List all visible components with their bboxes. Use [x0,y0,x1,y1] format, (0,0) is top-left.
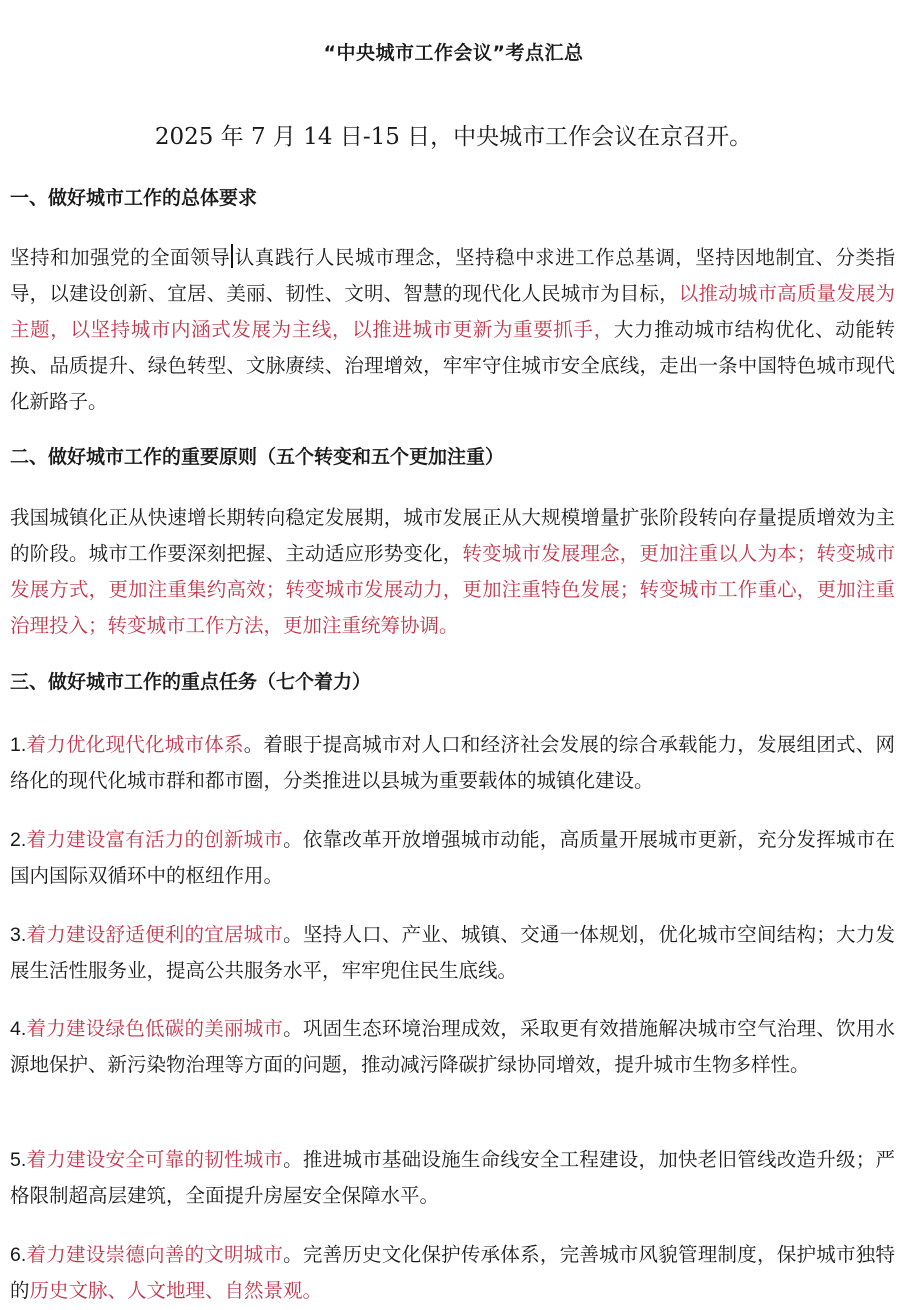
task-text: 。巩固生态环境治理成效，采取更有效措施解决城市空气治理、饮用水源地保护、新污染物治理等方面的问题，推动减污降碳扩绿协同增效，提升城市生物多样性。 [10,1017,895,1076]
section-1-highlight: 以推动城市高质量发展为主题，以坚持城市内涵式发展为主线，以推进城市更新为重要抓手， [10,282,895,341]
task-title: 着力建设富有活力的创新城市 [26,828,284,851]
document-title: “中央城市工作会议”考点汇总 [323,42,584,64]
task-number: 2. [10,829,27,851]
section-2-paragraph [10,500,895,644]
task-item-6 [10,1237,895,1309]
task-title: 着力建设安全可靠的韧性城市 [26,1148,284,1171]
task-item-1 [10,727,895,799]
task-number: 5. [10,1149,27,1171]
section-2-text: 我国城镇化正从快速增长期转向稳定发展期，城市发展正从大规模增量扩张阶段转向存量提质增效为主的阶段。城市工作要深刻把握、主动适应形势变化， [10,506,895,565]
task-number: 6. [10,1244,27,1266]
task-text: 。推进城市基础设施生命线安全工程建设，加快老旧管线改造升级；严格限制超高层建筑，全面提升房屋安全保障水平。 [10,1148,895,1207]
task-number: 3. [10,924,27,946]
section-heading-1: 一、做好城市工作的总体要求 [10,187,258,209]
section-heading-3: 三、做好城市工作的重点任务（七个着力） [10,671,372,693]
task-item-4 [10,1011,895,1083]
section-1-text-c: 大力推动城市结构优化、动能转换、品质提升、绿色转型、文脉赓续、治理增效，牢牢守住城市安全底线，走出一条中国特色城市现代化新路子。 [10,318,895,413]
text-cursor [231,244,233,268]
section-1-text-a: 坚持和加强党的全面领导 [10,246,231,269]
task-title: 着力建设崇德向善的文明城市 [26,1243,284,1266]
task-item-3 [10,917,895,989]
task-text: 。坚持人口、产业、城镇、交通一体规划，优化城市空间结构；大力发展生活性服务业，提高公共服务水平，牢牢兜住民生底线。 [10,923,895,982]
task-title: 着力优化现代化城市体系 [26,733,244,756]
task-number: 4. [10,1018,27,1040]
section-heading-2: 二、做好城市工作的重要原则（五个转变和五个更加注重） [10,446,505,468]
document-subtitle: 2025 年 7 月 14 日-15 日，中央城市工作会议在京召开。 [154,124,753,150]
task-highlight-tail: 历史文脉、人文地理、自然景观。 [29,1279,323,1302]
task-text: 。着眼于提高城市对人口和经济社会发展的综合承载能力，发展组团式、网络化的现代化城市群和都市圈，分类推进以县城为重要载体的城镇化建设。 [10,733,895,792]
task-title: 着力建设绿色低碳的美丽城市 [26,1017,284,1040]
section-1-text-b: 认真践行人民城市理念，坚持稳中求进工作总基调，坚持因地制宜、分类指导，以建设创新、宜居、美丽、韧性、文明、智慧的现代化人民城市为目标， [10,246,895,305]
section-1-paragraph [10,240,895,420]
section-2-highlight: 转变城市发展理念，更加注重以人为本；转变城市发展方式，更加注重集约高效；转变城市发展动力，更加注重特色发展；转变城市工作重心，更加注重治理投入；转变城市工作方法，更加注重统筹协调。 [10,542,895,637]
task-item-2 [10,822,895,894]
task-number: 1. [10,734,27,756]
task-item-5 [10,1142,895,1214]
task-text: 。依靠改革开放增强城市动能，高质量开展城市更新，充分发挥城市在国内国际双循环中的枢纽作用。 [10,828,895,887]
task-text: 。完善历史文化保护传承体系，完善城市风貌管理制度，保护城市独特的 [10,1243,895,1302]
task-title: 着力建设舒适便利的宜居城市 [26,923,284,946]
